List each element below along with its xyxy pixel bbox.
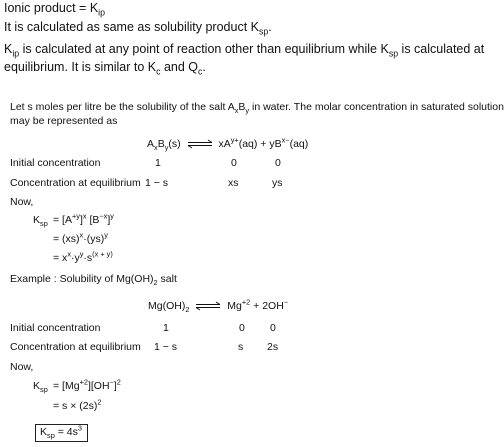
example-l1-c: ] bbox=[113, 380, 117, 392]
example-row-eq-label: Concentration at equilibrium bbox=[10, 341, 141, 353]
general-row-eq-value-1: 1 − s bbox=[145, 177, 169, 189]
example-row-initial-value-1: 1 bbox=[163, 322, 169, 334]
example-row-eq-value-1: 1 − s bbox=[154, 341, 178, 353]
example-row-initial-label: Initial concentration bbox=[10, 322, 101, 334]
general-ksp-l1-sup4: y bbox=[110, 211, 114, 221]
general-equation bbox=[147, 135, 309, 153]
general-ksp-l2-a: = (xs) bbox=[53, 233, 80, 245]
intro-line-3-b: is calculated at any point of reaction other than equilibrium while K bbox=[19, 42, 389, 56]
example-eq-right-sup2: − bbox=[283, 297, 289, 307]
example-row-initial-value-2: 0 bbox=[239, 322, 245, 334]
intro-line-3-c: is calculated at bbox=[398, 42, 485, 56]
example-l2-sup: 2 bbox=[97, 397, 102, 407]
general-para-line-2-text: may be represented as bbox=[10, 115, 118, 127]
example-ksp-sub: sp bbox=[40, 385, 48, 395]
intro-line-1 bbox=[4, 1, 105, 16]
general-eq-left-c: (s) bbox=[168, 138, 181, 150]
general-row-eq-value-2: xs bbox=[228, 177, 239, 189]
general-ksp-k: K bbox=[33, 214, 41, 226]
equilibrium-arrow-icon bbox=[195, 302, 221, 310]
general-eq-right-sup1: y+ bbox=[230, 135, 239, 145]
example-row-eq-value-2: s bbox=[238, 341, 244, 353]
general-paragraph-line-1 bbox=[10, 101, 504, 114]
general-ksp-l1-d: ] bbox=[107, 214, 111, 226]
general-eq-right-b: (aq) + yB bbox=[238, 138, 282, 150]
example-title-sub: 2 bbox=[153, 278, 158, 288]
example-ksp-line-2 bbox=[53, 397, 102, 413]
intro-line-1-sub: ip bbox=[98, 7, 105, 18]
example-l1-b: ][OH bbox=[87, 380, 110, 392]
intro-line-4-sub2: c bbox=[198, 66, 203, 77]
final-ksp-sup: 3 bbox=[77, 423, 82, 433]
general-eq-left-a: A bbox=[147, 138, 155, 150]
final-ksp-value: = 4s bbox=[54, 426, 78, 438]
example-ksp-lhs bbox=[33, 380, 48, 393]
intro-line-2-end: . bbox=[268, 20, 272, 34]
general-eq-right-a: xA bbox=[218, 138, 231, 150]
general-ksp-line-1 bbox=[53, 211, 114, 227]
general-row-initial-value-2: 0 bbox=[231, 157, 237, 169]
equilibrium-arrow-icon bbox=[187, 140, 213, 148]
example-ksp-line-1 bbox=[53, 377, 121, 393]
general-ksp-l2-sup2: y bbox=[104, 230, 108, 240]
intro-line-3-sub2: sp bbox=[388, 48, 399, 59]
general-ksp-sub: sp bbox=[40, 219, 48, 229]
example-row-eq-value-3: 2s bbox=[267, 341, 279, 353]
general-now-label: Now, bbox=[10, 196, 34, 208]
example-eq-right-sup: +2 bbox=[241, 297, 251, 307]
general-paragraph-line-2 bbox=[10, 115, 117, 128]
example-l1-sup1: +2 bbox=[79, 377, 88, 387]
general-row-eq-label: Concentration at equilibrium bbox=[10, 177, 141, 189]
intro-line-1-text: Ionic product = K bbox=[4, 1, 99, 15]
general-ksp-line-3 bbox=[53, 249, 113, 265]
general-ksp-l3-sup3: (x + y) bbox=[92, 249, 113, 259]
intro-line-3-sub1: ip bbox=[12, 48, 20, 59]
general-ksp-l3-sup1: x bbox=[67, 249, 71, 259]
general-eq-right-sup2: x− bbox=[281, 135, 290, 145]
intro-line-4 bbox=[4, 60, 206, 75]
intro-line-4-sub1: c bbox=[156, 66, 161, 77]
general-row-initial-value-1: 1 bbox=[155, 157, 161, 169]
general-eq-left-sub1: x bbox=[154, 143, 158, 153]
general-ksp-l2-sup1: x bbox=[79, 230, 84, 240]
general-ksp-l1-sup3: −x bbox=[99, 211, 108, 221]
example-l1-a: = [Mg bbox=[53, 380, 80, 392]
general-eq-left-b: B bbox=[157, 138, 165, 150]
example-row-initial-value-3: 0 bbox=[270, 322, 276, 334]
example-eq-left-sub: 2 bbox=[185, 305, 190, 315]
intro-line-3 bbox=[4, 42, 484, 57]
general-para-c: in water. The molar concentration in saturated solution bbox=[249, 101, 504, 113]
example-l2-a: = s × (2s) bbox=[53, 400, 98, 412]
general-ksp-l1-b: ] bbox=[79, 214, 83, 226]
general-ksp-l3-c: ·s bbox=[83, 252, 93, 264]
general-ksp-line-2 bbox=[53, 230, 108, 246]
example-eq-right-b: + 2OH bbox=[250, 300, 284, 312]
general-ksp-l3-b: ·y bbox=[70, 252, 80, 264]
intro-line-2-text: It is calculated as same as solubility product K bbox=[4, 20, 259, 34]
final-ksp-sub: sp bbox=[47, 431, 55, 441]
intro-line-4-b: and Q bbox=[160, 60, 199, 74]
general-ksp-l3-a: = x bbox=[53, 252, 68, 264]
general-ksp-l1-c: [B bbox=[86, 214, 100, 226]
example-l1-sup3: 2 bbox=[116, 377, 121, 387]
general-row-initial-label: Initial concentration bbox=[10, 157, 101, 169]
final-ksp-result-box bbox=[35, 424, 88, 442]
general-eq-left-sub2: y bbox=[164, 143, 169, 153]
example-l1-sup2: − bbox=[109, 377, 114, 387]
example-title-a: Example : Solubility of Mg(OH) bbox=[10, 273, 154, 285]
general-ksp-l3-sup2: y bbox=[79, 249, 84, 259]
general-row-eq-value-3: ys bbox=[272, 177, 283, 189]
example-title-b: salt bbox=[157, 273, 177, 285]
intro-line-4-a: equilibrium. It is similar to K bbox=[4, 60, 157, 74]
general-ksp-l1-sup1: +y bbox=[71, 211, 80, 221]
general-para-sub2: y bbox=[245, 106, 250, 116]
general-ksp-l1-a: = [A bbox=[53, 214, 72, 226]
general-ksp-l1-sup2: x bbox=[82, 211, 87, 221]
example-ksp-k: K bbox=[33, 380, 41, 392]
intro-line-2-sub: sp bbox=[258, 26, 269, 37]
intro-line-4-c: . bbox=[202, 60, 206, 74]
intro-line-3-a: K bbox=[4, 42, 13, 56]
general-ksp-lhs bbox=[33, 214, 48, 227]
general-para-a: Let s moles per litre be the solubility of the salt A bbox=[10, 101, 235, 113]
general-ksp-l2-b: ·(ys) bbox=[83, 233, 105, 245]
example-title bbox=[10, 273, 177, 286]
example-eq-right-a: Mg bbox=[227, 300, 242, 312]
example-equation bbox=[148, 297, 289, 315]
example-eq-left-a: Mg(OH) bbox=[148, 300, 186, 312]
general-row-initial-value-3: 0 bbox=[275, 157, 281, 169]
final-ksp-k: K bbox=[40, 426, 48, 438]
general-para-sub1: x bbox=[234, 106, 239, 116]
example-now-label: Now, bbox=[10, 361, 34, 373]
general-eq-right-c: (aq) bbox=[289, 138, 309, 150]
intro-line-2 bbox=[4, 20, 272, 35]
general-para-b: B bbox=[238, 101, 246, 113]
